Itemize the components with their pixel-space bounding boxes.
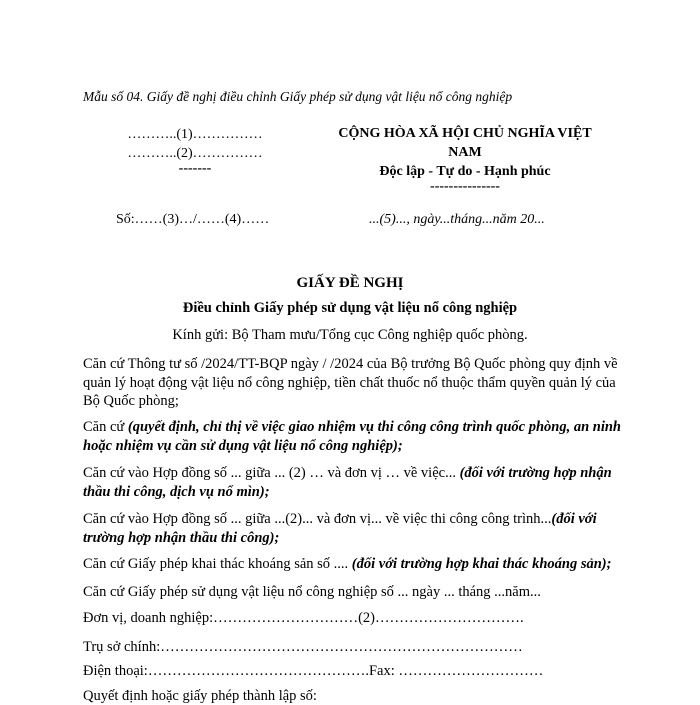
paragraph-text: Căn cứ vào Hợp đồng số ... giữa ...(2)... và đơn vị... về việc thi công công trình... [83, 511, 552, 527]
paragraph-mining-license [83, 555, 643, 574]
field-head-office: Trụ sở chính:………………………………………………………………… [83, 639, 523, 655]
paragraph-note: (đối với trường hợp nhận thầu thi công); [83, 511, 597, 546]
organization-line-1: ………..(1)…………… [127, 127, 263, 142]
paragraph-note: (đối với trường hợp nhận thầu thi công, dịch vụ nổ mìn); [83, 465, 612, 500]
field-phone-fax: Điện thoại:……………………………………….Fax: ………………………… [83, 663, 544, 679]
paragraph-note: (quyết định, chỉ thị về việc giao nhiệm vụ thi công công trình quốc phòng, an ninh hoặc nhiệm vụ cần sử dụng vật liệu nổ công nghiệp); [83, 419, 621, 454]
field-establishment-decision: Quyết định hoặc giấy phép thành lập số: [83, 688, 317, 704]
paragraph-note: (đối với trường hợp khai thác khoáng sản); [351, 556, 612, 572]
header-left-divider: ------- [178, 161, 212, 176]
document-subtitle: Điều chỉnh Giấy phép sử dụng vật liệu nổ công nghiệp [182, 300, 518, 316]
document-title: GIẤY ĐỀ NGHỊ [296, 275, 404, 291]
header-right [322, 124, 608, 193]
organization-line-2: ………..(2)…………… [127, 146, 263, 161]
paragraph-text: Căn cứ vào Hợp đồng số ... giữa ... (2) … và đơn vị … về việc... [83, 465, 460, 481]
field-unit: Đơn vị, doanh nghiệp:…………………………(2)…………………………. [83, 610, 524, 626]
recipient-line: Kính gửi: Bộ Tham mưu/Tổng cục Công nghiệp quốc phòng. [172, 327, 528, 343]
paragraph-legal-basis: Căn cứ Thông tư số /2024/TT-BQP ngày / /2024 của Bộ trưởng Bộ Quốc phòng quy định về quản lý hoạt động vật liệu nổ công nghiệp, tiền chất thuốc nổ thuộc thẩm quyền quản lý của Bộ Quốc phòng; [83, 356, 618, 409]
paragraph-decision-basis [83, 418, 623, 455]
header-left [110, 125, 280, 175]
paragraph-text: Căn cứ [83, 419, 128, 435]
document-number: Số:……(3)…/……(4)…… [116, 212, 270, 227]
paragraph-contract-basis [83, 464, 623, 501]
place-and-date: ...(5)..., ngày...tháng...năm 20... [369, 212, 545, 227]
form-title: Mẫu số 04. Giấy đề nghị điều chỉnh Giấy phép sử dụng vật liệu nổ công nghiệp [83, 89, 513, 104]
national-name: CỘNG HÒA XÃ HỘI CHỦ NGHĨA VIỆT NAM [338, 126, 592, 160]
paragraph-construction-contract [83, 510, 623, 547]
national-motto: Độc lập - Tự do - Hạnh phúc [379, 164, 551, 179]
paragraph-text: Căn cứ Giấy phép khai thác khoáng sản số .... [83, 556, 352, 572]
header-right-divider: --------------- [430, 179, 500, 194]
paragraph-explosives-license: Căn cứ Giấy phép sử dụng vật liệu nổ công nghiệp số ... ngày ... tháng ...năm... [83, 584, 541, 600]
